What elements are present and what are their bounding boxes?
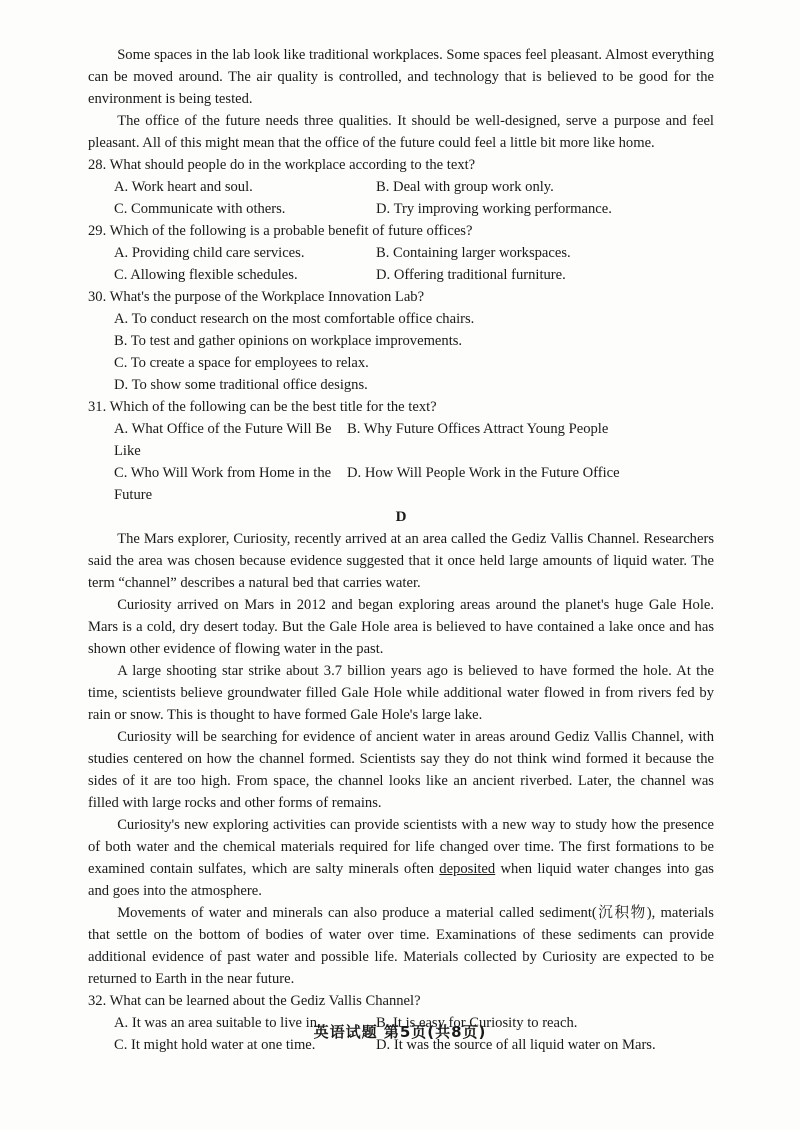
- question-31: [88, 396, 714, 506]
- option-30-a: A. To conduct research on the most comfortable office chairs.: [114, 311, 475, 327]
- option-29-a: A. Providing child care services.: [114, 245, 305, 261]
- passage-d-paragraph-1: The Mars explorer, Curiosity, recently arrived at an area called the Gediz Vallis Channel. Researchers said the area was chosen because evidence suggested that it once held large amounts of liquid water. The term “channel” describes a natural bed that carries water.: [88, 531, 714, 591]
- option-29-d: D. Offering traditional furniture.: [376, 267, 566, 283]
- option-29-b: B. Containing larger workspaces.: [376, 245, 571, 261]
- section-d-heading: D: [395, 509, 407, 525]
- paragraph-5-text-after: when liquid water changes into gas and goes into the atmosphere.: [88, 861, 714, 899]
- option-28-b: B. Deal with group work only.: [376, 179, 554, 195]
- question-32-stem: 32. What can be learned about the Gediz Vallis Channel?: [88, 993, 421, 1009]
- paragraph-5-text-before: Curiosity's new exploring activities can provide scientists with a new way to study how the presence of both water and the chemical materials required for life changed over time. The first formations to be examined contain sulfates, which are salty minerals often: [88, 817, 714, 877]
- passage-d-paragraph-2: Curiosity arrived on Mars in 2012 and began exploring areas around the planet's huge Gale Hole. Mars is a cold, dry desert today. But the Gale Hole area is believed to have contained a lake once and has shown other evidence of flowing water in the past.: [88, 597, 714, 657]
- option-32-a: A. It was an area suitable to live in.: [114, 1015, 321, 1031]
- option-30-b: B. To test and gather opinions on workplace improvements.: [114, 333, 463, 349]
- option-31-d: D. How Will People Work in the Future Office: [347, 465, 620, 481]
- option-30-c: C. To create a space for employees to relax.: [114, 355, 369, 371]
- option-28-d: D. Try improving working performance.: [376, 201, 612, 217]
- option-28-a: A. Work heart and soul.: [114, 179, 253, 195]
- option-32-b: B. It is easy for Curiosity to reach.: [376, 1015, 578, 1031]
- question-30: [88, 286, 714, 396]
- question-31-options-row-2: [88, 462, 714, 506]
- passage-c-paragraph-1: Some spaces in the lab look like traditional workplaces. Some spaces feel pleasant. Almost everything can be moved around. The air quality is controlled, and technology that is believed to be good for the environment is being tested.: [88, 47, 714, 107]
- option-29-c: C. Allowing flexible schedules.: [114, 267, 298, 283]
- option-30-d: D. To show some traditional office designs.: [114, 377, 368, 393]
- question-28-stem: 28. What should people do in the workplace according to the text?: [88, 157, 476, 173]
- option-31-a: A. What Office of the Future Will Be Like: [114, 421, 332, 459]
- question-31-stem: 31. Which of the following can be the best title for the text?: [88, 399, 437, 415]
- question-29-options-row-2: [88, 264, 714, 286]
- question-29-options-row-1: [88, 242, 714, 264]
- question-28-options-row-2: [88, 198, 714, 220]
- question-29-stem: 29. Which of the following is a probable benefit of future offices?: [88, 223, 473, 239]
- passage-c-paragraph-2: The office of the future needs three qualities. It should be well-designed, serve a purpose and feel pleasant. All of this might mean that the office of the future could feel a little bit more like home.: [88, 113, 714, 151]
- passage-d-paragraph-3: A large shooting star strike about 3.7 billion years ago is believed to have formed the hole. At the time, scientists believe groundwater filled Gale Hole while additional water flowed in from rivers fed by rain or snow. This is thought to have formed Gale Hole's large lake.: [88, 663, 714, 723]
- option-28-c: C. Communicate with others.: [114, 201, 286, 217]
- underlined-word-deposited: deposited: [439, 861, 496, 877]
- option-32-d: D. It was the source of all liquid water on Mars.: [376, 1037, 656, 1053]
- passage-d-paragraph-4: Curiosity will be searching for evidence of ancient water in areas around Gediz Vallis Channel, with studies centered on how the channel formed. Scientists say they do not think wind formed it because the sides of it are too high. From space, the channel looks like an ancient riverbed. Later, the channel was filled with large rocks and other forms of remains.: [88, 729, 714, 811]
- option-31-c: C. Who Will Work from Home in the Future: [114, 465, 332, 503]
- question-28: [88, 154, 714, 220]
- page-content: [88, 44, 714, 1056]
- question-31-options-row-1: [88, 418, 714, 462]
- passage-d-paragraph-5: [88, 814, 714, 902]
- question-28-options-row-1: [88, 176, 714, 198]
- question-30-stem: 30. What's the purpose of the Workplace Innovation Lab?: [88, 289, 425, 305]
- option-31-b: B. Why Future Offices Attract Young People: [347, 421, 609, 437]
- page-footer: 英语试题 第5页(共8页): [313, 1023, 487, 1041]
- passage-d-paragraph-6: Movements of water and minerals can also produce a material called sediment(沉积物), materials that settle on the bottom of bodies of water over time. Examinations of these sediments can provide additional evidence of past water and possible life. Materials collected by Curiosity are expected to be returned to Earth in the near future.: [88, 905, 714, 987]
- question-29: [88, 220, 714, 286]
- option-32-c: C. It might hold water at one time.: [114, 1037, 316, 1053]
